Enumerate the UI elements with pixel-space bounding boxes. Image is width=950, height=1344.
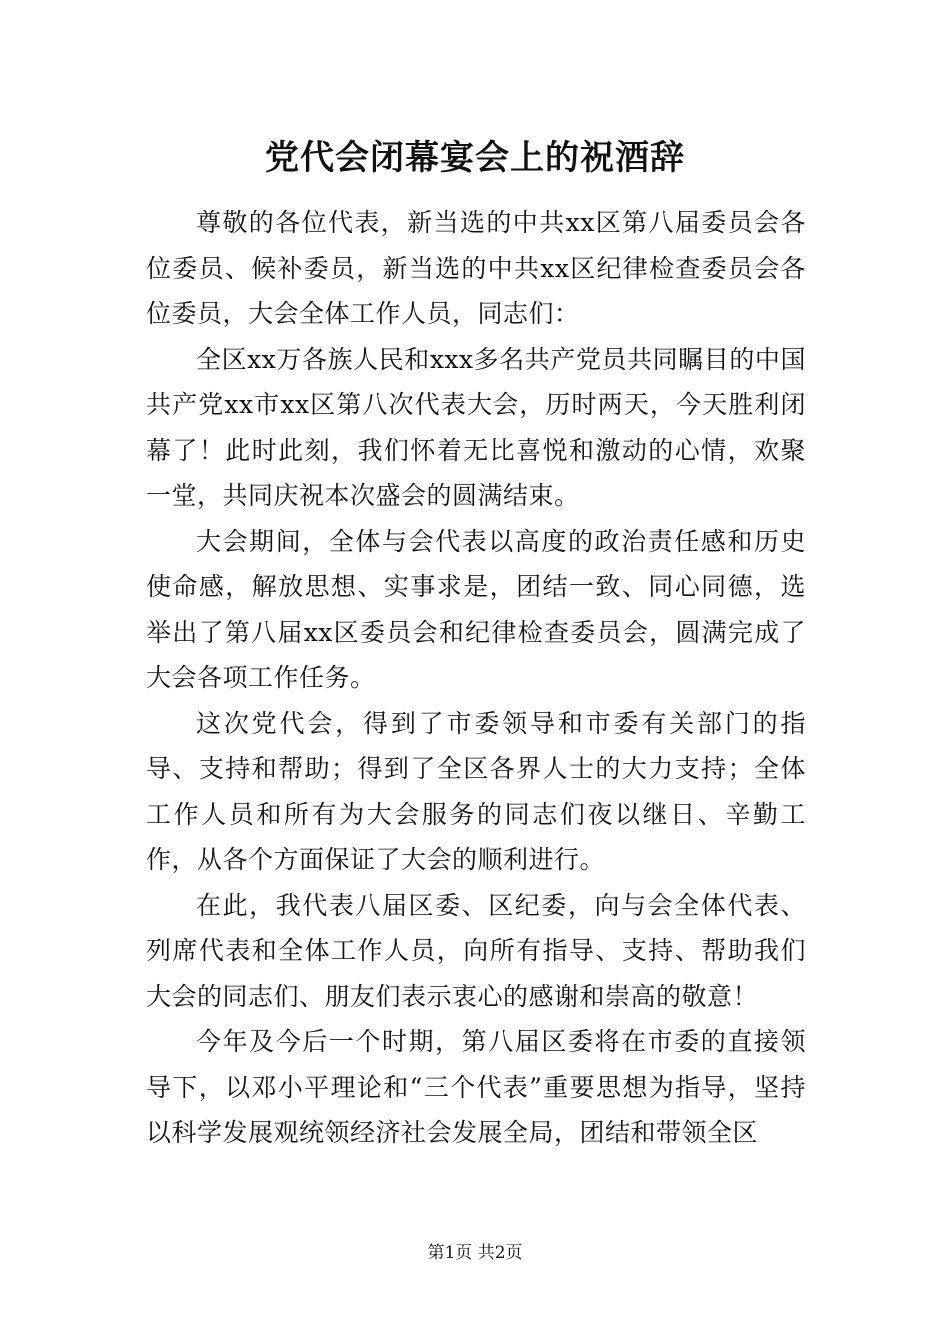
paragraph-5: 在此，我代表八届区委、区纪委，向与会全体代表、列席代表和全体工作人员，向所有指导、支持、帮助我们大会的同志们、朋友们表示衷心的感谢和崇高的敬意！ (146, 890, 806, 1011)
page-number-footer: 第1页 共2页 (427, 1243, 523, 1263)
paragraph-4: 这次党代会，得到了市委领导和市委有关部门的指导、支持和帮助；得到了全区各界人士的大力支持；全体工作人员和所有为大会服务的同志们夜以继日、辛勤工作，从各个方面保证了大会的顺利进行。 (146, 708, 806, 874)
document-body (146, 200, 806, 1156)
paragraph-salutation: 尊敬的各位代表，新当选的中共xx区第八届委员会各位委员、候补委员，新当选的中共xx区纪律检查委员会各位委员，大会全体工作人员，同志们： (146, 208, 806, 328)
paragraph-2: 全区xx万各族人民和xxx多名共产党员共同瞩目的中国共产党xx市xx区第八次代表大会，历时两天，今天胜利闭幕了！此时此刻，我们怀着无比喜悦和激动的心情，欢聚一堂，共同庆祝本次盛会的圆满结束。 (146, 344, 806, 510)
document-title: 党代会闭幕宴会上的祝酒辞 (265, 138, 685, 178)
paragraph-6: 今年及今后一个时期，第八届区委将在市委的直接领导下，以邓小平理论和“三个代表”重要思想为指导，坚持以科学发展观统领经济社会发展全局，团结和带领全区 (146, 1027, 806, 1147)
paragraph-3: 大会期间，全体与会代表以高度的政治责任感和历史使命感，解放思想、实事求是，团结一致、同心同德，选举出了第八届xx区委员会和纪律检查委员会，圆满完成了大会各项工作任务。 (146, 526, 806, 692)
